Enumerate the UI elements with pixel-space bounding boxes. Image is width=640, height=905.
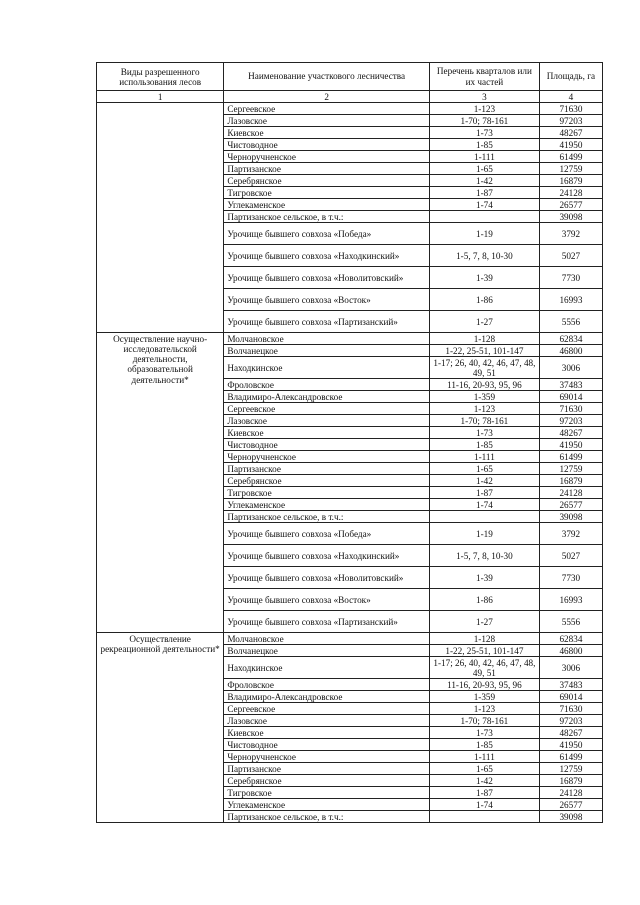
quarters-cell: 1-359 xyxy=(429,391,539,403)
quarters-cell: 1-86 xyxy=(429,589,539,611)
area-cell: 39098 xyxy=(539,811,602,823)
quarters-cell: 1-19 xyxy=(429,223,539,245)
area-cell: 39098 xyxy=(539,511,602,523)
table-row xyxy=(97,333,603,345)
area-cell: 12759 xyxy=(539,163,602,175)
forestry-name-cell: Волчанецкое xyxy=(224,645,430,657)
area-cell: 69014 xyxy=(539,691,602,703)
area-cell: 71630 xyxy=(539,103,602,115)
area-cell: 24128 xyxy=(539,787,602,799)
area-cell: 37483 xyxy=(539,379,602,391)
quarters-cell: 1-123 xyxy=(429,403,539,415)
quarters-cell: 1-19 xyxy=(429,523,539,545)
forestry-name-cell: Владимиро-Александровское xyxy=(224,691,430,703)
area-cell: 97203 xyxy=(539,115,602,127)
column-number: 4 xyxy=(539,91,602,103)
quarters-cell: 1-42 xyxy=(429,475,539,487)
table-body xyxy=(97,63,603,823)
quarters-cell: 1-42 xyxy=(429,775,539,787)
area-cell: 46800 xyxy=(539,345,602,357)
area-cell: 41950 xyxy=(539,739,602,751)
forestry-name-cell: Урочище бывшего совхоза «Новолитовский» xyxy=(224,567,430,589)
forestry-name-cell: Сергеевское xyxy=(224,403,430,415)
area-cell: 48267 xyxy=(539,127,602,139)
area-cell: 71630 xyxy=(539,403,602,415)
area-cell: 5027 xyxy=(539,245,602,267)
area-cell: 12759 xyxy=(539,463,602,475)
header-use-type: Виды разрешенного использования лесов xyxy=(97,63,224,91)
forestry-name-cell: Находкинское xyxy=(224,657,430,679)
table-row xyxy=(97,633,603,645)
area-cell: 16993 xyxy=(539,589,602,611)
quarters-cell: 1-70; 78-161 xyxy=(429,115,539,127)
quarters-cell: 1-73 xyxy=(429,727,539,739)
area-cell: 24128 xyxy=(539,187,602,199)
quarters-cell xyxy=(429,511,539,523)
forestry-name-cell: Урочище бывшего совхоза «Новолитовский» xyxy=(224,267,430,289)
forestry-name-cell: Углекаменское xyxy=(224,499,430,511)
area-cell: 97203 xyxy=(539,715,602,727)
quarters-cell: 1-111 xyxy=(429,751,539,763)
quarters-cell: 1-39 xyxy=(429,267,539,289)
forestry-name-cell: Черноручненское xyxy=(224,451,430,463)
quarters-cell: 1-123 xyxy=(429,103,539,115)
quarters-cell: 1-5, 7, 8, 10-30 xyxy=(429,245,539,267)
area-cell: 69014 xyxy=(539,391,602,403)
area-cell: 16879 xyxy=(539,475,602,487)
quarters-cell: 1-70; 78-161 xyxy=(429,715,539,727)
area-cell: 48267 xyxy=(539,427,602,439)
area-cell: 5556 xyxy=(539,311,602,333)
quarters-cell: 1-85 xyxy=(429,439,539,451)
quarters-cell: 11-16, 20-93, 95, 96 xyxy=(429,679,539,691)
forestry-name-cell: Молчановское xyxy=(224,633,430,645)
forestry-name-cell: Чистоводное xyxy=(224,439,430,451)
quarters-cell: 1-73 xyxy=(429,427,539,439)
area-cell: 62834 xyxy=(539,633,602,645)
forestry-name-cell: Партизанское сельское, в т.ч.: xyxy=(224,811,430,823)
forestry-name-cell: Чистоводное xyxy=(224,139,430,151)
quarters-cell: 1-22, 25-51, 101-147 xyxy=(429,345,539,357)
quarters-cell: 1-128 xyxy=(429,633,539,645)
quarters-cell: 1-27 xyxy=(429,311,539,333)
quarters-cell: 1-74 xyxy=(429,499,539,511)
area-cell: 16993 xyxy=(539,289,602,311)
area-cell: 7730 xyxy=(539,267,602,289)
quarters-cell: 1-74 xyxy=(429,199,539,211)
area-cell: 3006 xyxy=(539,357,602,379)
forestry-name-cell: Сергеевское xyxy=(224,103,430,115)
forestry-name-cell: Киевское xyxy=(224,427,430,439)
area-cell: 26577 xyxy=(539,799,602,811)
quarters-cell: 1-111 xyxy=(429,151,539,163)
area-cell: 3006 xyxy=(539,657,602,679)
header-row xyxy=(97,63,603,91)
area-cell: 16879 xyxy=(539,775,602,787)
column-number: 1 xyxy=(97,91,224,103)
quarters-cell: 1-65 xyxy=(429,163,539,175)
area-cell: 37483 xyxy=(539,679,602,691)
forestry-name-cell: Серебрянское xyxy=(224,475,430,487)
forestry-name-cell: Партизанское xyxy=(224,163,430,175)
forestry-name-cell: Урочище бывшего совхоза «Партизанский» xyxy=(224,611,430,633)
quarters-cell: 1-42 xyxy=(429,175,539,187)
forestry-name-cell: Тигровское xyxy=(224,187,430,199)
header-forestry-name: Наименование участкового лесничества xyxy=(224,63,430,91)
quarters-cell: 1-86 xyxy=(429,289,539,311)
forestry-name-cell: Владимиро-Александровское xyxy=(224,391,430,403)
quarters-cell: 1-73 xyxy=(429,127,539,139)
forestry-name-cell: Партизанское сельское, в т.ч.: xyxy=(224,511,430,523)
forestry-name-cell: Лазовское xyxy=(224,115,430,127)
area-cell: 3792 xyxy=(539,523,602,545)
forestry-name-cell: Черноручненское xyxy=(224,151,430,163)
column-number: 2 xyxy=(224,91,430,103)
area-cell: 71630 xyxy=(539,703,602,715)
area-cell: 46800 xyxy=(539,645,602,657)
quarters-cell: 11-16, 20-93, 95, 96 xyxy=(429,379,539,391)
quarters-cell: 1-111 xyxy=(429,451,539,463)
forestry-name-cell: Урочище бывшего совхоза «Находкинский» xyxy=(224,245,430,267)
area-cell: 12759 xyxy=(539,763,602,775)
quarters-cell: 1-5, 7, 8, 10-30 xyxy=(429,545,539,567)
forestry-name-cell: Урочище бывшего совхоза «Находкинский» xyxy=(224,545,430,567)
forestry-name-cell: Сергеевское xyxy=(224,703,430,715)
quarters-cell: 1-87 xyxy=(429,787,539,799)
quarters-cell: 1-85 xyxy=(429,139,539,151)
forestry-name-cell: Киевское xyxy=(224,727,430,739)
forestry-name-cell: Урочище бывшего совхоза «Победа» xyxy=(224,223,430,245)
quarters-cell: 1-17; 26, 40, 42, 46, 47, 48, 49, 51 xyxy=(429,657,539,679)
forestry-name-cell: Фроловское xyxy=(224,379,430,391)
area-cell: 62834 xyxy=(539,333,602,345)
area-cell: 24128 xyxy=(539,487,602,499)
forestry-name-cell: Урочище бывшего совхоза «Восток» xyxy=(224,589,430,611)
area-cell: 26577 xyxy=(539,499,602,511)
forestry-name-cell: Серебрянское xyxy=(224,775,430,787)
quarters-cell: 1-128 xyxy=(429,333,539,345)
use-type-cell xyxy=(97,103,224,333)
use-type-cell: Осуществление научно-исследовательской деятельности, образовательной деятельности* xyxy=(97,333,224,633)
area-cell: 41950 xyxy=(539,139,602,151)
quarters-cell xyxy=(429,211,539,223)
forestry-name-cell: Лазовское xyxy=(224,415,430,427)
area-cell: 5027 xyxy=(539,545,602,567)
forestry-name-cell: Чистоводное xyxy=(224,739,430,751)
use-type-cell: Осуществление рекреационной деятельности* xyxy=(97,633,224,823)
forestry-name-cell: Киевское xyxy=(224,127,430,139)
forest-use-table xyxy=(96,62,603,823)
column-number: 3 xyxy=(429,91,539,103)
area-cell: 39098 xyxy=(539,211,602,223)
forestry-name-cell: Партизанское сельское, в т.ч.: xyxy=(224,211,430,223)
forestry-name-cell: Партизанское xyxy=(224,463,430,475)
forestry-name-cell: Серебрянское xyxy=(224,175,430,187)
area-cell: 61499 xyxy=(539,451,602,463)
area-cell: 61499 xyxy=(539,751,602,763)
area-cell: 16879 xyxy=(539,175,602,187)
forestry-name-cell: Углекаменское xyxy=(224,199,430,211)
forestry-name-cell: Лазовское xyxy=(224,715,430,727)
area-cell: 97203 xyxy=(539,415,602,427)
forestry-name-cell: Черноручненское xyxy=(224,751,430,763)
quarters-cell: 1-39 xyxy=(429,567,539,589)
quarters-cell: 1-87 xyxy=(429,487,539,499)
forestry-name-cell: Партизанское xyxy=(224,763,430,775)
area-cell: 61499 xyxy=(539,151,602,163)
area-cell: 41950 xyxy=(539,439,602,451)
quarters-cell: 1-359 xyxy=(429,691,539,703)
area-cell: 5556 xyxy=(539,611,602,633)
quarters-cell: 1-17; 26, 40, 42, 46, 47, 48, 49, 51 xyxy=(429,357,539,379)
forestry-name-cell: Урочище бывшего совхоза «Восток» xyxy=(224,289,430,311)
quarters-cell: 1-74 xyxy=(429,799,539,811)
area-cell: 3792 xyxy=(539,223,602,245)
header-quarters: Перечень кварталов или их частей xyxy=(429,63,539,91)
forestry-name-cell: Находкинское xyxy=(224,357,430,379)
area-cell: 48267 xyxy=(539,727,602,739)
quarters-cell: 1-85 xyxy=(429,739,539,751)
area-cell: 7730 xyxy=(539,567,602,589)
quarters-cell: 1-65 xyxy=(429,463,539,475)
quarters-cell: 1-27 xyxy=(429,611,539,633)
quarters-cell: 1-123 xyxy=(429,703,539,715)
column-number-row xyxy=(97,91,603,103)
forestry-name-cell: Волчанецкое xyxy=(224,345,430,357)
forestry-name-cell: Урочище бывшего совхоза «Победа» xyxy=(224,523,430,545)
forestry-name-cell: Молчановское xyxy=(224,333,430,345)
quarters-cell xyxy=(429,811,539,823)
quarters-cell: 1-65 xyxy=(429,763,539,775)
quarters-cell: 1-87 xyxy=(429,187,539,199)
forestry-name-cell: Фроловское xyxy=(224,679,430,691)
forestry-name-cell: Тигровское xyxy=(224,787,430,799)
forestry-name-cell: Углекаменское xyxy=(224,799,430,811)
header-area: Площадь, га xyxy=(539,63,602,91)
forestry-name-cell: Тигровское xyxy=(224,487,430,499)
quarters-cell: 1-22, 25-51, 101-147 xyxy=(429,645,539,657)
quarters-cell: 1-70; 78-161 xyxy=(429,415,539,427)
area-cell: 26577 xyxy=(539,199,602,211)
table-row xyxy=(97,103,603,115)
forestry-name-cell: Урочище бывшего совхоза «Партизанский» xyxy=(224,311,430,333)
